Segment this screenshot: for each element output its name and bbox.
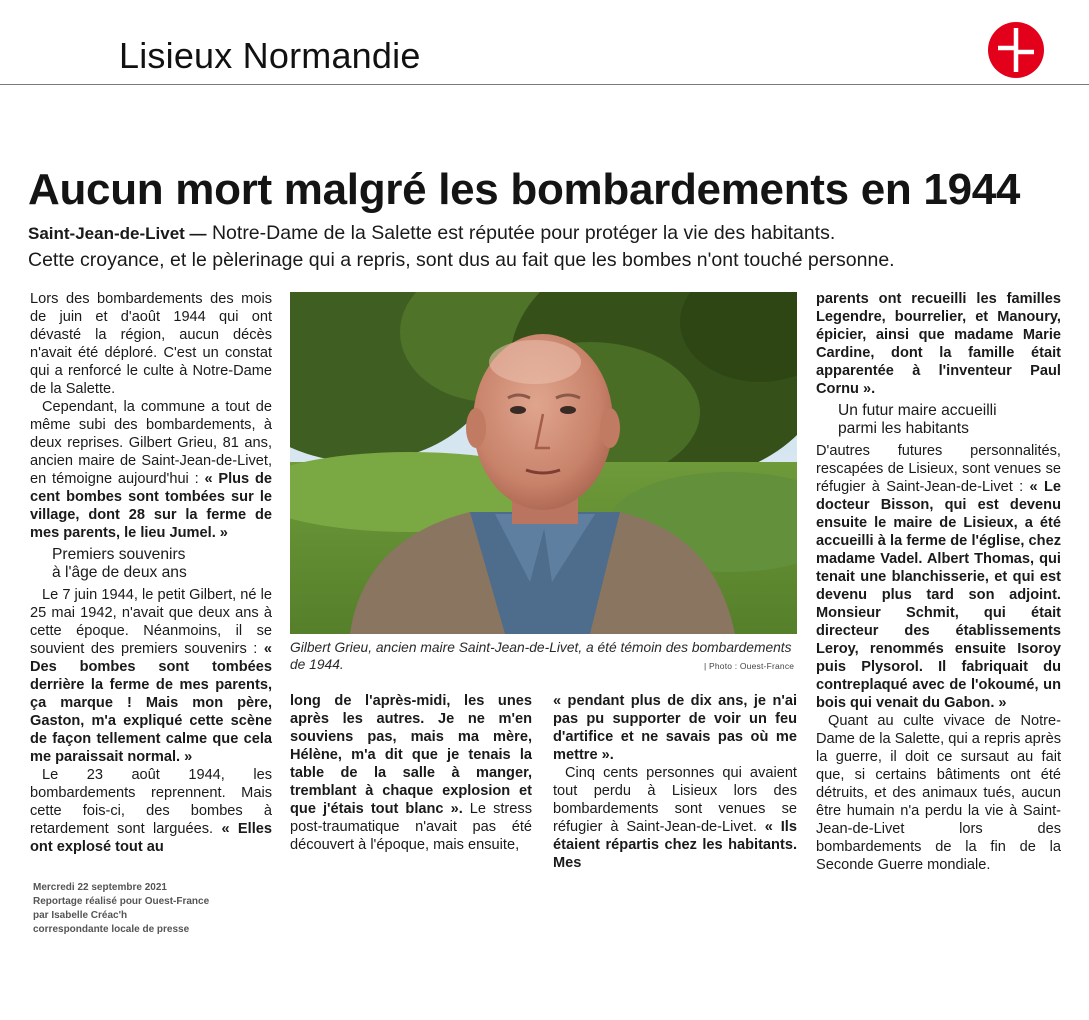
quote: long de l'après-midi, les unes après les autres. Je ne m'en souviens pas, mais ma mère, Hélène, m'a dit que je tenais la table de la salle à manger, tremblant à chaque explosion et que j'étais tout blanc ». [290, 693, 532, 817]
article-headline: Aucun mort malgré les bombardements en 1944 [28, 165, 1021, 214]
quote: « Elles ont explosé tout au [30, 821, 273, 855]
header-divider [0, 84, 1089, 85]
signoff-author: par Isabelle Créac'h [33, 910, 128, 921]
signoff-line: Reportage réalisé pour Ouest-France [33, 896, 210, 907]
paragraph: Lors des bombardements des mois de juin et d'août 1944 qui ont dévasté la région, aucun décès n'avait été déploré. C'est un constat qui a renforcé le culte à Notre-Dame de la Salette. [30, 291, 272, 397]
paragraph-text: Cependant, la commune a tout de même subi des bombardements, à deux reprises. Gilbert Grieu, 81 ans, ancien maire de Saint-Jean-de-Livet, en témoigne aujourd'hui : [30, 399, 272, 487]
page-header [0, 0, 1089, 86]
dateline-place: Saint-Jean-de-Livet — [28, 224, 207, 243]
paragraph [30, 766, 272, 856]
article-column-3 [553, 692, 797, 872]
subheading [838, 402, 1061, 438]
photo-caption: Gilbert Grieu, ancien maire Saint-Jean-de-Livet, a été témoin des bombardements de 1944. [290, 640, 792, 672]
lead-text-2: Cette croyance, et le pèlerinage qui a repris, sont dus au fait que les bombes n'ont touché personne. [28, 249, 895, 271]
paragraph [30, 398, 272, 542]
quote: « Plus de cent bombes sont tombées sur le village, dont 28 sur la ferme de mes parents, le lieu Jumel. » [30, 471, 272, 541]
quote: « Ils étaient répartis chez les habitants. Mes [553, 819, 797, 871]
paragraph-text: D'autres futures personnalités, rescapées de Lisieux, sont venues se réfugier à Saint-Jean-de-Livet : [816, 443, 1061, 495]
quote: parents ont recueilli les familles Legendre, bourrelier, et Manoury, épicier, ainsi que madame Marie Cardine, dont la famille était apparentée à l'inventeur Paul Cornu ». [816, 291, 1061, 397]
subheading-line: Premiers souvenirs [52, 546, 186, 563]
lead-text-1: Notre-Dame de la Salette est réputée pour protéger la vie des habitants. [211, 222, 836, 244]
paragraph: Quant au culte vivace de Notre-Dame de la Salette, qui a repris après la guerre, il doit ce sursaut au fait que, si certains bâtiments ont été détruits, et des animaux tués, aucun être humain n'a perdu la vie à Saint-Jean-de-Livet lors des bombardements de la fin de la Seconde Guerre mondiale. [816, 713, 1061, 873]
subheading-line: Un futur maire accueilli [838, 402, 997, 419]
article-photo [290, 292, 797, 634]
article-signoff [33, 881, 209, 937]
subheading-line: à l'âge de deux ans [52, 564, 187, 581]
signoff-role: correspondante locale de presse [33, 924, 190, 935]
paragraph-text: Cinq cents personnes qui avaient tout perdu à Lisieux lors des bombardements sont venues se réfugier à Saint-Jean-de-Livet. [553, 765, 797, 835]
paragraph-text: Le 23 août 1944, les bombardements reprennent. Mais cette fois-ci, des bombes à retardement sont larguées. [30, 767, 272, 837]
article-column-2 [290, 692, 532, 854]
paragraph [816, 290, 1061, 398]
paragraph [816, 442, 1061, 712]
section-title: Lisieux Normandie [119, 35, 421, 76]
subheading [52, 546, 272, 582]
ouest-france-logo-icon [988, 22, 1044, 78]
paragraph [30, 586, 272, 766]
lead-line-1 [28, 220, 1068, 247]
photo-credit: | Photo : Ouest-France [704, 661, 795, 671]
article-column-4 [816, 290, 1061, 874]
paragraph [553, 764, 797, 872]
paragraph-text: Le 7 juin 1944, le petit Gilbert, né le 25 mai 1942, n'avait que deux ans à cette époque. Néanmoins, il se souvient des premiers souvenirs : [30, 587, 272, 657]
subheading-line: parmi les habitants [838, 420, 969, 437]
paragraph [553, 692, 797, 764]
article-lead [28, 220, 1068, 273]
paragraph [290, 692, 532, 854]
quote: « pendant plus de dix ans, je n'ai pas pu supporter de voir un feu d'artifice et ne savais pas où me mettre ». [553, 693, 797, 763]
quote: « Des bombes sont tombées derrière la ferme de mes parents, ça marque ! Mais mon père, Gaston, m'a expliqué cette scène de façon tellement calme que cela me paraissait normal. » [30, 641, 272, 765]
article-column-1 [30, 290, 272, 856]
portrait-photo-illustration [290, 292, 797, 634]
quote: « Le docteur Bisson, qui est devenu ensuite le maire de Lisieux, a été accueilli à la ferme de l'église, chez madame Vadel. Albert Thomas, qui tenait une blanchisserie, et qui est devenu plus tard son adjoint. Monsieur Schmit, qui était directeur des établissements Leroy, renommés ensuite Isoroy puis Plysorol. Il fabriquait du contreplaqué avec de l'okoumé, un bois qui venait du Gabon. » [816, 479, 1062, 711]
signoff-date: Mercredi 22 septembre 2021 [33, 882, 167, 893]
paragraph-text: Le stress post-traumatique n'avait pas été découvert à l'époque, mais ensuite, [290, 801, 532, 853]
